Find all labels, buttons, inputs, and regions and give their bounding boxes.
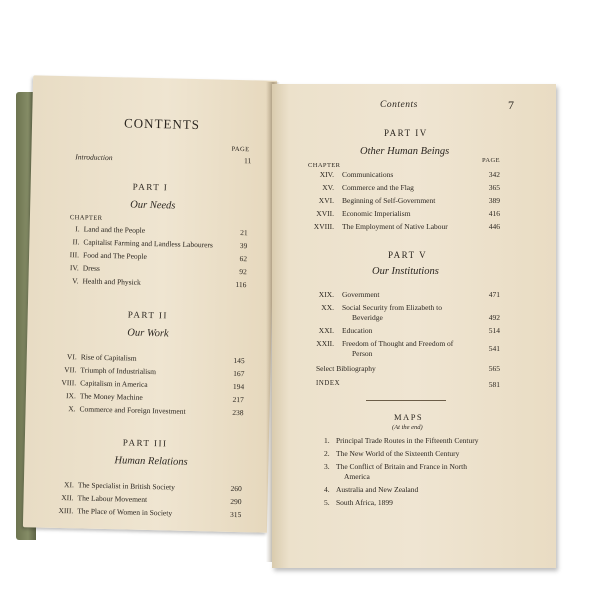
part-heading: Human Relations: [114, 455, 188, 468]
part-label: PART II: [127, 309, 169, 321]
index-page: 581: [488, 380, 500, 389]
contents-title: CONTENTS: [123, 115, 201, 133]
chapter-column-header: CHAPTER: [308, 162, 341, 169]
table-row: V. Health and Physick 116: [72, 276, 247, 290]
table-row: X. Commerce and Foreign Investment 238: [68, 404, 244, 418]
introduction-label: Introduction: [75, 152, 113, 163]
table-row: XII. The Labour Movement 290: [61, 493, 242, 507]
part-label: PART I: [132, 181, 169, 193]
part-heading: Other Human Beings: [360, 146, 450, 157]
maps-subtitle: (At the end): [392, 424, 423, 431]
table-row: VIII. Capitalism in America 194: [61, 378, 245, 392]
part-label: PART III: [122, 437, 168, 449]
part-label: PART V: [388, 250, 428, 260]
table-row: I. Land and the People 21: [75, 224, 248, 238]
part-heading: Our Needs: [130, 199, 176, 212]
part-heading: Our Institutions: [372, 266, 439, 277]
table-row: III. Food and The People 62: [69, 250, 248, 264]
select-bibliography-label: Select Bibliography: [316, 364, 376, 373]
index-label: INDEX: [316, 380, 341, 387]
right-page: Contents 7 PART IV Other Human Beings CHAPTER PAGE XIV. Communications 342 XV. Commerce and the Flag 365 XVI. Beginning of Self-Government 389 XVII. Economic Imperialism 416 XVIII. The Employment of Native Labour 446 PART V Our Institutions XIX. Government 471 XX. Social Security from Elizabeth to Beveridge 492 XXI. Education 514 XXII. Freedom of Thought and Freedom of Person 541 Select Bibliography 565 INDEX 581 MAPS (At the end) 1. Principal Trade Routes in the Fifteenth Century 2. The New World of the Sixteenth Century 3. The Conflict of Britain and France in North America 4. Australia and New Zealand 5. South Africa, 1899: [272, 84, 556, 568]
table-row: II. Capitalist Farming and Landless Labourers 39: [72, 237, 248, 251]
page-column-header: PAGE: [231, 145, 250, 154]
select-bibliography-page: 565: [488, 364, 500, 373]
table-row: IX. The Money Machine 217: [66, 391, 244, 405]
table-row: VI. Rise of Capitalism 145: [66, 352, 245, 366]
introduction-page: 11: [243, 156, 252, 166]
page-number: 7: [508, 98, 514, 112]
part-label: PART IV: [384, 128, 428, 138]
maps-title: MAPS: [394, 412, 424, 422]
table-row: XI. The Specialist in British Society 260: [63, 480, 242, 494]
part-heading: Our Work: [127, 327, 169, 340]
running-head: Contents: [380, 100, 418, 110]
table-row: XIII. The Place of Women in Society 315: [58, 505, 242, 520]
section-divider: [366, 400, 446, 401]
page-column-header: PAGE: [482, 157, 500, 164]
chapter-column-header: CHAPTER: [69, 214, 103, 222]
table-row: VII. Triumph of Industrialism 167: [64, 365, 245, 379]
table-row: IV. Dress 92: [69, 263, 247, 277]
left-page: [23, 75, 277, 532]
